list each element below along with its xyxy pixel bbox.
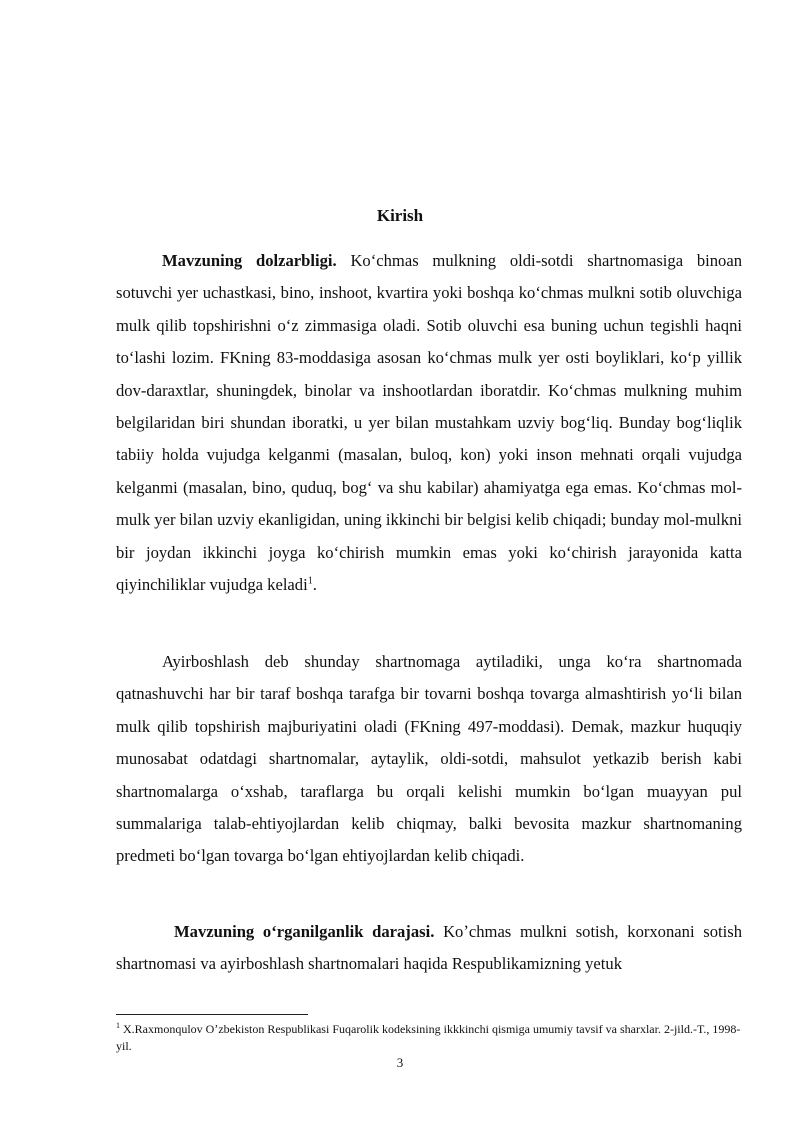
- paragraph-exchange: [116, 646, 742, 873]
- page-number: 3: [396, 1055, 404, 1070]
- paragraph-lead: Mavzuning dolzarbligi.: [162, 251, 337, 270]
- paragraph-text: Koʼchmas mulkni sotish, korxonani sotish shartnomasi va ayirboshlash shartnomalari haqida Respublikamizning yetuk: [116, 922, 742, 974]
- footnote-text: X.Raxmonqulov Oʼzbekiston Respublikasi Fuqarolik kodeksining ikkkinchi qismiga umumiy tavsif va sharxlar. 2-jild.-T., 1998-yil.: [116, 1022, 741, 1053]
- footnote-reference[interactable]: 1: [307, 575, 313, 587]
- paragraph-text: Koʻchmas mulkning oldi-sotdi shartnomasiga binoan sotuvchi yer uchastkasi, bino, inshoot, kvartira yoki boshqa koʻchmas mulkni sotib oluvchiga mulk qilib topshirishni oʻz zimmasiga oladi. Sotib oluvchi esa buning uchun tegishli haqni toʻlashi lozim. FKning 83-moddasiga asosan koʻchmas mulk yer osti boyliklari, koʻp yillik dov-daraxtlar, shuningdek, binolar va inshootlardan iboratdir. Koʻchmas mulkning muhim belgilaridan biri shundan iboratki, u yer bilan mustahkam uzviy bogʻliq. Bunday bogʻliqlik tabiiy holda vujudga kelganmi (masalan, buloq, kon) yoki inson mehnati orqali vujudga kelganmi (masalan, bino, quduq, bogʻ va shu kabilar) ahamiyatga ega emas. Koʻchmas mol-mulk yer bilan uzviy ekanligidan, uning ikkinchi bir belgisi kelib chiqadi; bunday mol-mulkni bir joydan ikkinchi joyga koʻchirish mumkin emas yoki koʻchirish jarayonida katta qiyinchiliklar vujudga keladi: [116, 251, 743, 595]
- paragraph-text: Ayirboshlash deb shunday shartnomaga aytiladiki, unga koʻra shartnomada qatnashuvchi har bir taraf boshqa tarafga bir tovarni boshqa tovarga almashtirish yoʻli bilan mulk qilib topshirish majburiyatini oladi (FKning 497-moddasi). Demak, mazkur huquqiy munosabat odatdagi shartnomalar, aytaylik, oldi-sotdi, mahsulot yetkazib berish kabi shartnomalarga oʻxshab, taraflarga bu orqali kelishi mumkin boʻlgan muayyan pul summalariga talab-ehtiyojlardan kelib chiqmay, balki bevosita mazkur shartnomaning predmeti boʻlgan tovarga boʻlgan ehtiyojlardan kelib chiqadi.: [116, 652, 742, 866]
- paragraph-study-level: [116, 916, 742, 981]
- footnote: [116, 1021, 742, 1055]
- footnote-marker: 1: [116, 1021, 120, 1030]
- paragraph-tail: .: [312, 575, 317, 595]
- section-heading: Kirish: [376, 206, 424, 225]
- footnote-separator: [116, 1014, 308, 1015]
- paragraph-lead: Mavzuning oʻrganilganlik darajasi.: [174, 922, 435, 941]
- paragraph-relevance: [116, 245, 742, 601]
